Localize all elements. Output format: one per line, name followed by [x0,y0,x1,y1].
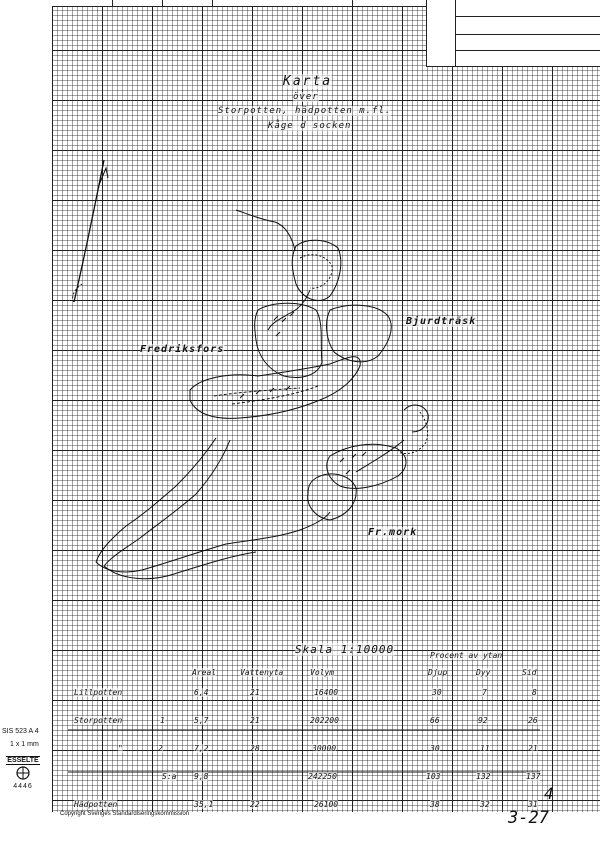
table-col-2: Volym [310,668,335,677]
place-label-frimork: Fr.mork [368,527,418,538]
table-col-4: Dyy [476,668,491,677]
paper-standard-label: SIS 523 A 4 [2,728,39,735]
table-col-1: Vattenyta [240,668,284,677]
lake-lillpotten [292,240,341,300]
table-row-name: Hädpotten [74,800,118,809]
table-cell: 30 [432,688,442,697]
scale-label: Skala 1:10000 [295,643,395,656]
road-line-north [74,160,104,302]
table-cell: 202200 [310,716,339,725]
table-cell: 132 [476,772,491,781]
table-cell: 242250 [308,772,337,781]
table-row-name: " [118,744,123,753]
table-cell: 5,7 [194,716,209,725]
table-cell: 137 [526,772,541,781]
table-cell: 92 [478,716,488,725]
paper-grid-label: 1 x 1 mm [10,741,39,748]
table-col-0: Areal [192,668,217,677]
table-cell: 6,4 [194,688,209,697]
table-cell: 8 [532,688,537,697]
table-row-name: Lillpotten [74,688,123,697]
map-subtitle-2: Storpotten, hädpotten m.fl. [218,106,392,116]
table-cell: 103 [426,772,441,781]
table-cell: 22 [250,800,260,809]
table-row-index: S:a [162,772,177,781]
map-subtitle-3: Kåge d socken [268,121,352,131]
map-subtitle-1: över [293,92,319,102]
table-cell: 38 [430,800,440,809]
table-col-3: Djup [428,668,448,677]
table-cell: 11 [480,744,490,753]
esselte-emblem-icon [6,765,40,781]
paper-code: 4446 [13,783,33,790]
table-cell: 35,1 [194,800,214,809]
lake-southeast [327,444,406,488]
table-cell: 26100 [314,800,339,809]
lake-hadpotten [190,357,360,419]
table-row-index: 2 [158,744,163,753]
table-cell: 66 [430,716,440,725]
esselte-logo [6,756,40,790]
table-head-percent: Procent av ytan [430,651,503,660]
table-cell: 7,2 [194,744,209,753]
table-cell: 31 [528,800,538,809]
table-col-5: Sid [522,668,537,677]
table-cell: 32 [480,800,490,809]
table-cell: 30 [430,744,440,753]
bog-south [308,474,356,520]
table-cell: 21 [528,744,538,753]
sheet-number: 3-27 [508,808,549,828]
table-cell: 21 [250,688,260,697]
table-cell: 9,8 [194,772,209,781]
table-row-name: Storpotten [74,716,123,725]
table-cell: 30000 [312,744,337,753]
lake-bjurdtrask [327,305,392,362]
stream-southwest [96,438,216,562]
table-cell: 28 [250,744,260,753]
table-cell: 16400 [314,688,339,697]
table-cell: 26 [528,716,538,725]
corner-mark: 4 [544,784,554,803]
map-title: Karta [283,74,333,89]
place-label-fredriksfors: Fredriksfors [140,344,225,355]
table-row-index: 1 [160,716,165,725]
stream-north [236,210,295,250]
copyright-line: Copyright Sveriges Standardiseringskommission [60,811,190,817]
esselte-brand: ESSELTE [7,757,39,764]
table-cell: 21 [250,716,260,725]
table-cell: 7 [482,688,487,697]
place-label-bjurdtrask: Bjurdträsk [406,316,477,327]
